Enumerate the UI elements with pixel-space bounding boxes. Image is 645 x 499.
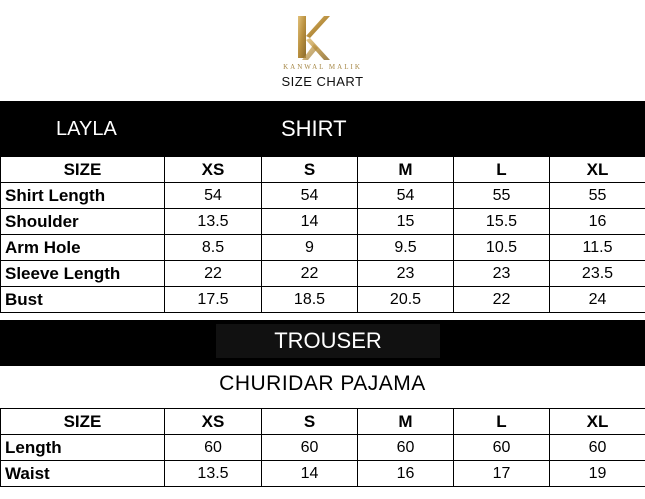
table-header-row <box>1 409 645 435</box>
measurement-value: 9 <box>262 235 358 261</box>
measurement-value: 55 <box>550 183 645 209</box>
measurement-value: 60 <box>262 435 358 461</box>
size-header-s: S <box>262 409 358 435</box>
measurement-value: 23.5 <box>550 261 645 287</box>
measurement-value: 54 <box>165 183 262 209</box>
size-header-l: L <box>454 409 550 435</box>
size-header-s: S <box>262 157 358 183</box>
trouser-section-title: TROUSER <box>216 324 440 358</box>
measurement-label: Waist <box>1 461 165 487</box>
measurement-value: 14 <box>262 461 358 487</box>
measurement-value: 22 <box>454 287 550 313</box>
measurement-value: 20.5 <box>358 287 454 313</box>
trouser-style-title: CHURIDAR PAJAMA <box>219 372 426 395</box>
measurement-label: Length <box>1 435 165 461</box>
measurement-value: 8.5 <box>165 235 262 261</box>
shirt-section-title: SHIRT <box>281 116 347 141</box>
measurement-value: 54 <box>262 183 358 209</box>
measurement-label: Bust <box>1 287 165 313</box>
measurement-value: 10.5 <box>454 235 550 261</box>
measurement-value: 11.5 <box>550 235 645 261</box>
shirt-size-table <box>0 156 645 313</box>
measurement-value: 23 <box>454 261 550 287</box>
measurement-value: 16 <box>358 461 454 487</box>
trouser-size-table <box>0 408 645 487</box>
measurement-value: 22 <box>262 261 358 287</box>
measurement-label: Shirt Length <box>1 183 165 209</box>
measurement-value: 15.5 <box>454 209 550 235</box>
measurement-value: 17 <box>454 461 550 487</box>
size-header-m: M <box>358 409 454 435</box>
measurement-value: 16 <box>550 209 645 235</box>
measurement-value: 15 <box>358 209 454 235</box>
size-header-l: L <box>454 157 550 183</box>
brand-header <box>0 0 645 100</box>
measurement-value: 22 <box>165 261 262 287</box>
table-row <box>1 435 645 461</box>
measurement-label: Sleeve Length <box>1 261 165 287</box>
measurement-value: 9.5 <box>358 235 454 261</box>
size-header-xl: XL <box>550 409 645 435</box>
size-column-header: SIZE <box>1 409 165 435</box>
size-column-header: SIZE <box>1 157 165 183</box>
size-header-xs: XS <box>165 409 262 435</box>
measurement-value: 24 <box>550 287 645 313</box>
measurement-value: 23 <box>358 261 454 287</box>
brand-name: KANWAL MALIK <box>283 63 362 71</box>
measurement-value: 60 <box>165 435 262 461</box>
table-row <box>1 287 645 313</box>
chart-title: SIZE CHART <box>281 74 364 89</box>
table-row <box>1 235 645 261</box>
measurement-value: 60 <box>454 435 550 461</box>
table-row <box>1 209 645 235</box>
table-row <box>1 183 645 209</box>
product-name: LAYLA <box>56 118 117 140</box>
measurement-value: 60 <box>550 435 645 461</box>
measurement-value: 19 <box>550 461 645 487</box>
measurement-value: 55 <box>454 183 550 209</box>
measurement-label: Arm Hole <box>1 235 165 261</box>
measurement-value: 13.5 <box>165 209 262 235</box>
measurement-value: 13.5 <box>165 461 262 487</box>
measurement-value: 17.5 <box>165 287 262 313</box>
size-header-xs: XS <box>165 157 262 183</box>
table-header-row <box>1 157 645 183</box>
size-header-m: M <box>358 157 454 183</box>
measurement-value: 54 <box>358 183 454 209</box>
size-header-xl: XL <box>550 157 645 183</box>
measurement-value: 18.5 <box>262 287 358 313</box>
measurement-label: Shoulder <box>1 209 165 235</box>
measurement-value: 14 <box>262 209 358 235</box>
table-row <box>1 461 645 487</box>
k-monogram-logo-icon <box>294 14 332 62</box>
measurement-value: 60 <box>358 435 454 461</box>
table-row <box>1 261 645 287</box>
